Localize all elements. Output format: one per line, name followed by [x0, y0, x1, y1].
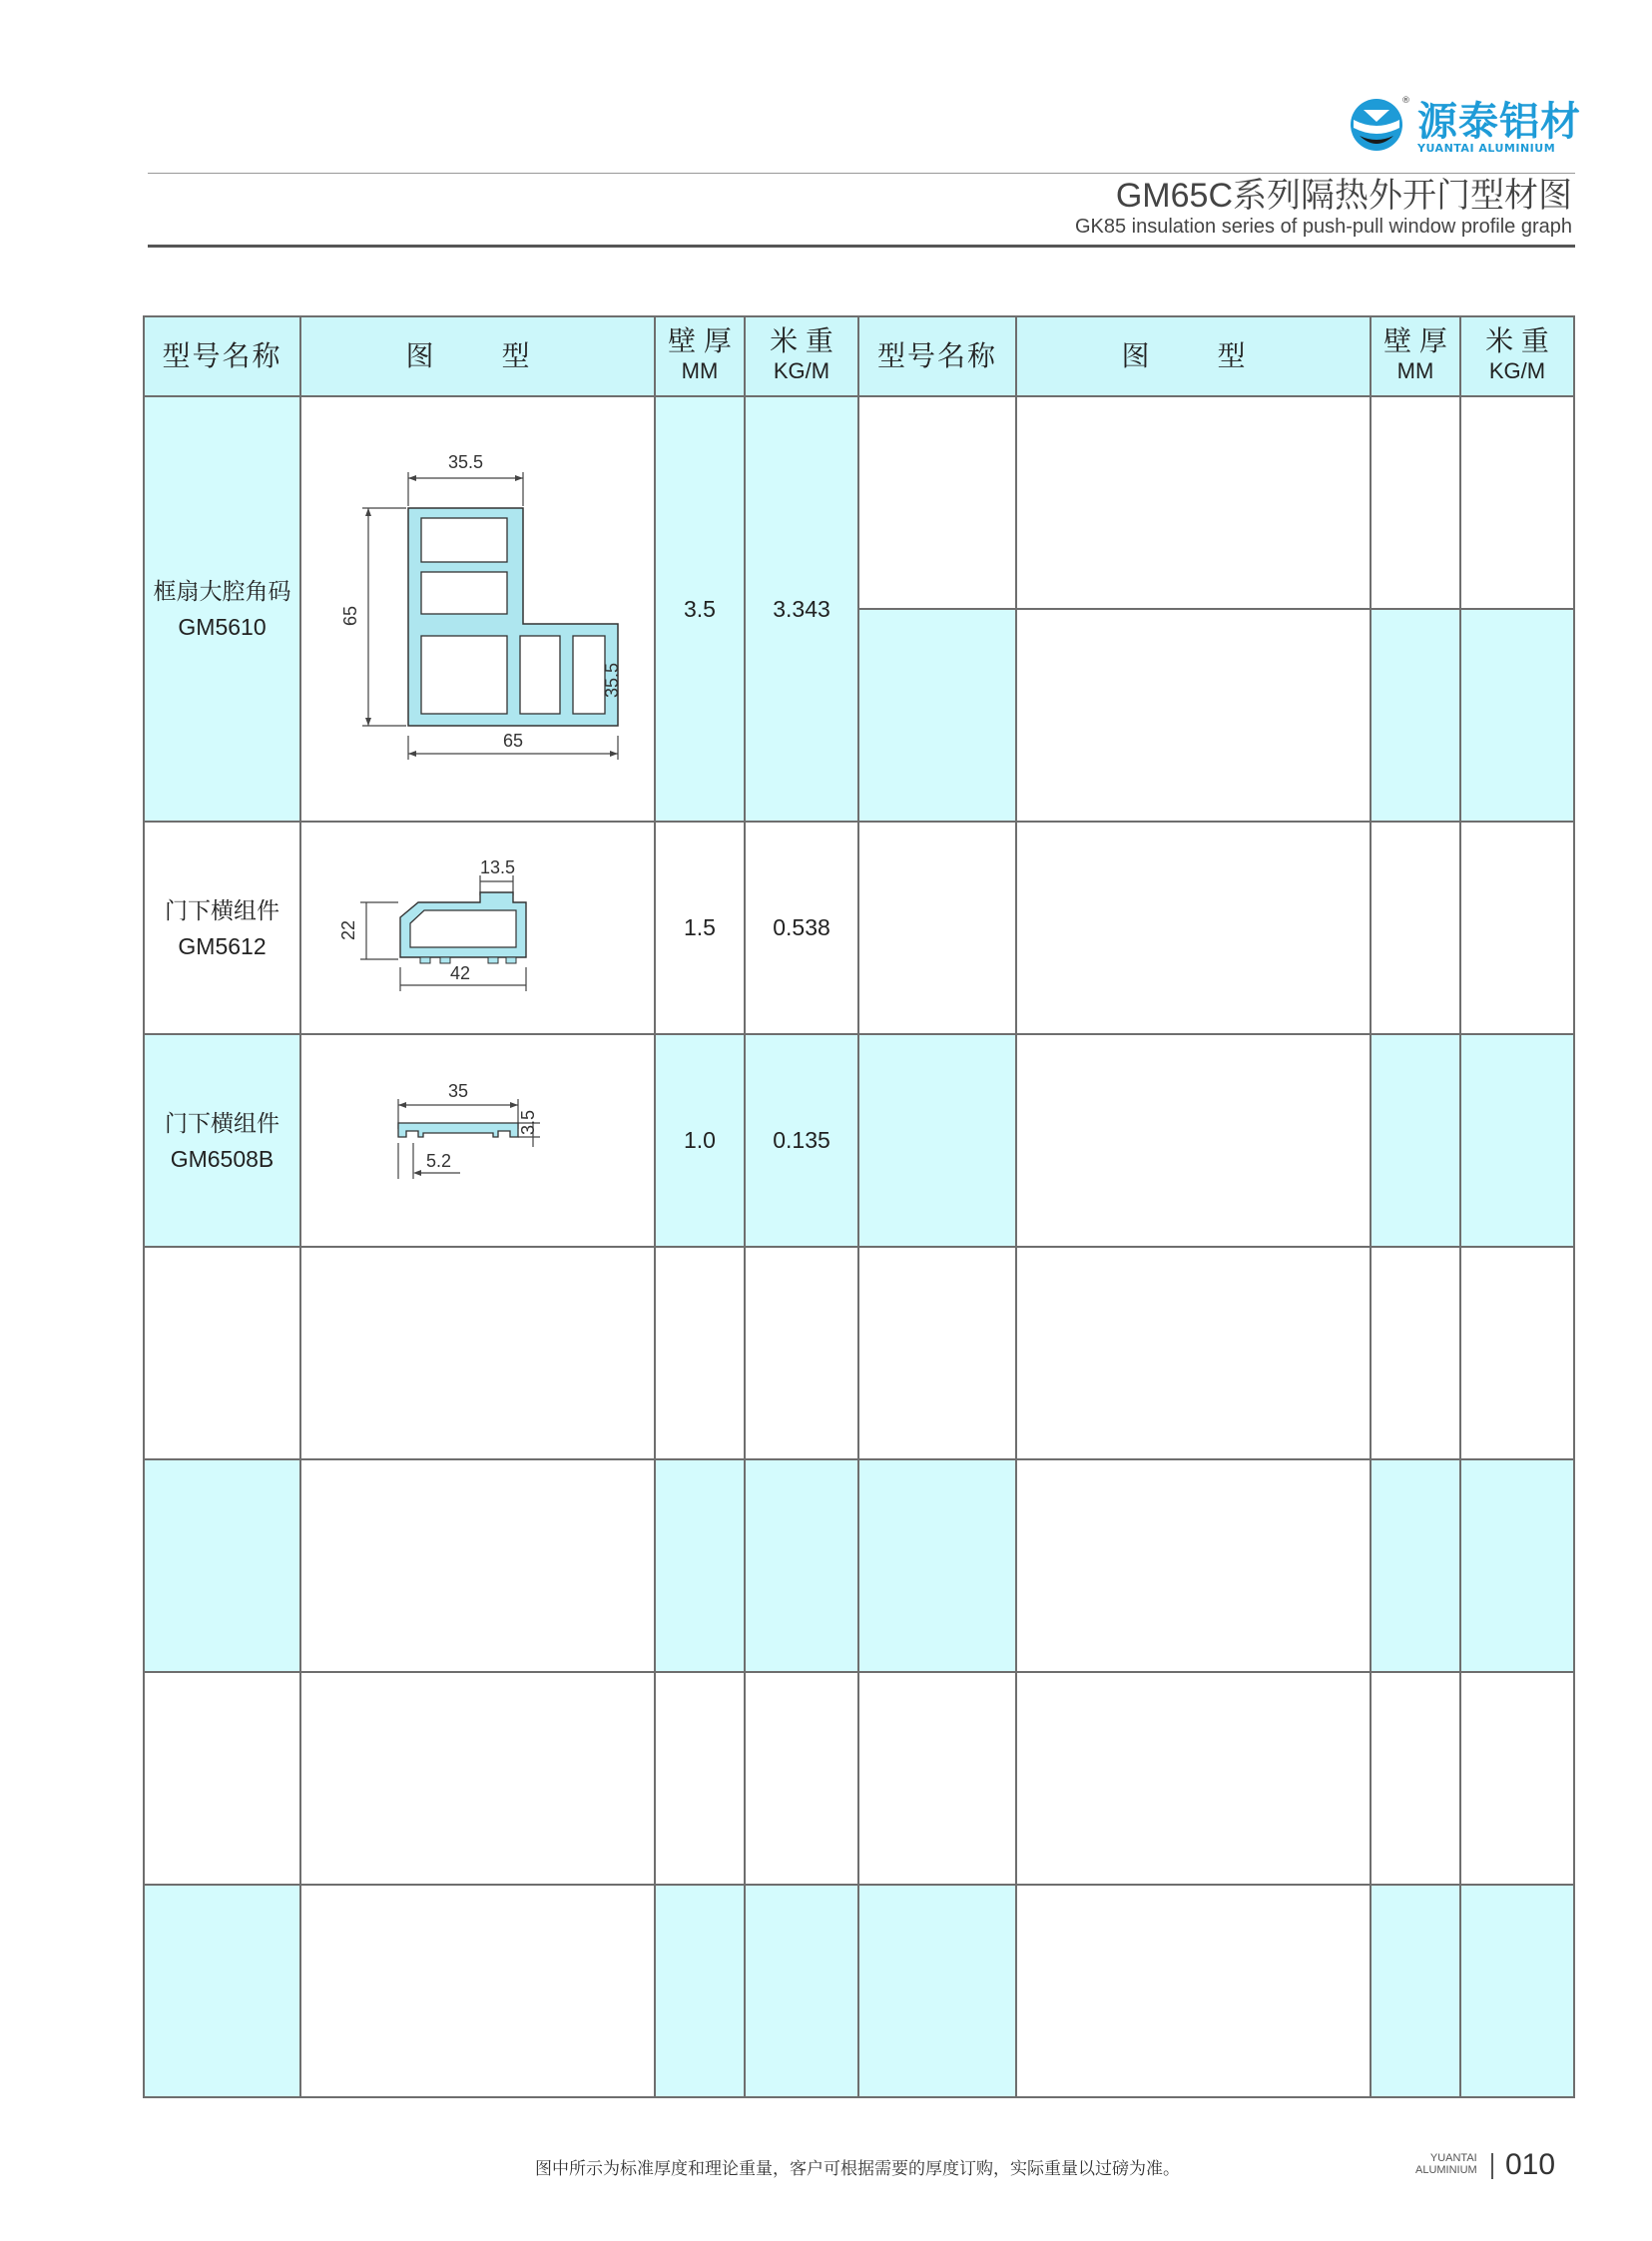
empty-cell — [1460, 396, 1574, 609]
registered-mark: ® — [1401, 96, 1410, 106]
empty-cell — [1460, 609, 1574, 822]
header-name: 型号名称 — [144, 316, 300, 396]
empty-cell — [144, 1247, 300, 1459]
header-weight-unit-2: KG/M — [1488, 358, 1546, 383]
header-thickness-unit: MM — [681, 358, 719, 383]
footer-divider — [1491, 2153, 1493, 2179]
empty-cell — [1460, 822, 1574, 1034]
item-code: GM6508B — [170, 1145, 275, 1172]
empty-cell — [745, 1459, 858, 1672]
header-thickness-2 — [1371, 316, 1460, 396]
header-figure-label-2: 图 型 — [1121, 340, 1266, 371]
footer-brand-line1: YUANTAI — [1429, 2152, 1477, 2164]
footer-brand — [1415, 2152, 1477, 2176]
thickness-cell: 1.5 — [655, 822, 745, 1034]
page-title-en: GK85 insulation series of push-pull window profile graph — [1074, 216, 1572, 238]
empty-cell — [1016, 1034, 1371, 1247]
empty-cell — [1371, 1247, 1460, 1459]
empty-cell — [745, 1672, 858, 1885]
thickness-cell: 3.5 — [655, 396, 745, 822]
dim-label: 35.5 — [447, 452, 483, 472]
profile-figure-gm5610 — [300, 396, 655, 822]
item-name-cell — [144, 396, 300, 822]
header-weight-label: 米 重 — [770, 325, 833, 356]
empty-cell — [300, 1672, 655, 1885]
item-code: GM5612 — [178, 932, 267, 959]
empty-cell — [300, 1247, 655, 1459]
header-figure — [300, 316, 655, 396]
table-row — [144, 1459, 1574, 1672]
profile-drawing-gm6508b — [328, 1063, 628, 1213]
table-row — [144, 822, 1574, 1034]
empty-cell — [1371, 822, 1460, 1034]
dim-label: 65 — [502, 731, 523, 751]
empty-cell — [745, 1247, 858, 1459]
header-thickness — [655, 316, 745, 396]
empty-cell — [1016, 822, 1371, 1034]
empty-cell — [1371, 1034, 1460, 1247]
dim-label: 35 — [447, 1080, 468, 1101]
empty-cell — [858, 1885, 1016, 2097]
empty-cell — [1371, 1885, 1460, 2097]
footer-note: 图中所示为标准厚度和理论重量，客户可根据需要的厚度订购，实际重量以过磅为准。 — [535, 2159, 1180, 2178]
profile-figure-gm6508b — [300, 1034, 655, 1247]
header-figure-label: 图 型 — [405, 340, 550, 371]
empty-cell — [858, 1247, 1016, 1459]
empty-cell — [1371, 1459, 1460, 1672]
empty-cell — [858, 1672, 1016, 1885]
empty-cell — [858, 1459, 1016, 1672]
empty-cell — [1460, 1247, 1574, 1459]
table-row — [144, 1034, 1574, 1247]
dim-label: 65 — [339, 605, 360, 626]
dim-label: 35.5 — [601, 662, 622, 698]
empty-cell — [858, 1034, 1016, 1247]
item-name: 框扇大腔角码 — [153, 578, 291, 604]
empty-cell — [1460, 1885, 1574, 2097]
empty-cell — [655, 1885, 745, 2097]
table-header-row — [144, 316, 1574, 396]
empty-cell — [1460, 1459, 1574, 1672]
weight-cell: 0.538 — [745, 822, 858, 1034]
item-code: GM5610 — [178, 614, 267, 640]
empty-cell — [1460, 1034, 1574, 1247]
empty-cell — [655, 1672, 745, 1885]
empty-cell — [655, 1247, 745, 1459]
dim-label: 13.5 — [479, 856, 515, 877]
table-row — [144, 1885, 1574, 2097]
profile-figure-gm5612 — [300, 822, 655, 1034]
table-row — [144, 1247, 1574, 1459]
header-weight-label-2: 米 重 — [1485, 325, 1549, 356]
profile-drawing-gm5612 — [328, 845, 628, 1005]
dim-label: 42 — [449, 962, 470, 983]
header-figure-2 — [1016, 316, 1371, 396]
footer-brand-line2: ALUMINIUM — [1415, 2164, 1477, 2176]
dim-label: 5.2 — [425, 1150, 451, 1171]
item-name: 门下横组件 — [165, 1109, 279, 1136]
header-weight-unit: KG/M — [773, 358, 830, 383]
header-name-2: 型号名称 — [858, 316, 1016, 396]
profile-drawing-gm5610 — [328, 436, 628, 776]
page-title-cn: GM65C系列隔热外开门型材图 — [1115, 177, 1572, 215]
header-weight-2 — [1460, 316, 1574, 396]
empty-cell — [144, 1672, 300, 1885]
page-number: 010 — [1505, 2148, 1556, 2181]
profile-table — [143, 315, 1575, 2098]
brand-name-cn: 源泰铝材 — [1417, 98, 1581, 145]
header-rule-bottom — [148, 245, 1575, 248]
dim-label: 22 — [337, 919, 358, 940]
empty-cell — [858, 609, 1016, 822]
table-row — [144, 396, 1574, 609]
empty-cell — [300, 1459, 655, 1672]
empty-cell — [1016, 1672, 1371, 1885]
header-thickness-label: 壁 厚 — [668, 325, 732, 356]
empty-cell — [1371, 1672, 1460, 1885]
weight-cell: 3.343 — [745, 396, 858, 822]
weight-cell: 0.135 — [745, 1034, 858, 1247]
item-name-cell — [144, 822, 300, 1034]
empty-cell — [858, 822, 1016, 1034]
header-weight — [745, 316, 858, 396]
table-row — [144, 1672, 1574, 1885]
item-name-cell — [144, 1034, 300, 1247]
empty-cell — [144, 1459, 300, 1672]
dim-label: 3.5 — [517, 1109, 538, 1135]
brand-name-en: YUANTAI ALUMINIUM — [1417, 142, 1556, 155]
header-thickness-label-2: 壁 厚 — [1383, 325, 1447, 356]
empty-cell — [1460, 1672, 1574, 1885]
thickness-cell: 1.0 — [655, 1034, 745, 1247]
empty-cell — [858, 396, 1016, 609]
empty-cell — [300, 1885, 655, 2097]
brand-logo-icon — [1350, 98, 1403, 152]
empty-cell — [1016, 396, 1371, 609]
empty-cell — [1371, 396, 1460, 609]
item-name: 门下横组件 — [165, 896, 279, 923]
empty-cell — [1016, 1885, 1371, 2097]
empty-cell — [1016, 1247, 1371, 1459]
empty-cell — [144, 1885, 300, 2097]
empty-cell — [1016, 1459, 1371, 1672]
header-thickness-unit-2: MM — [1396, 358, 1434, 383]
empty-cell — [1016, 609, 1371, 822]
header-rule-top — [148, 173, 1575, 174]
empty-cell — [655, 1459, 745, 1672]
empty-cell — [745, 1885, 858, 2097]
empty-cell — [1371, 609, 1460, 822]
